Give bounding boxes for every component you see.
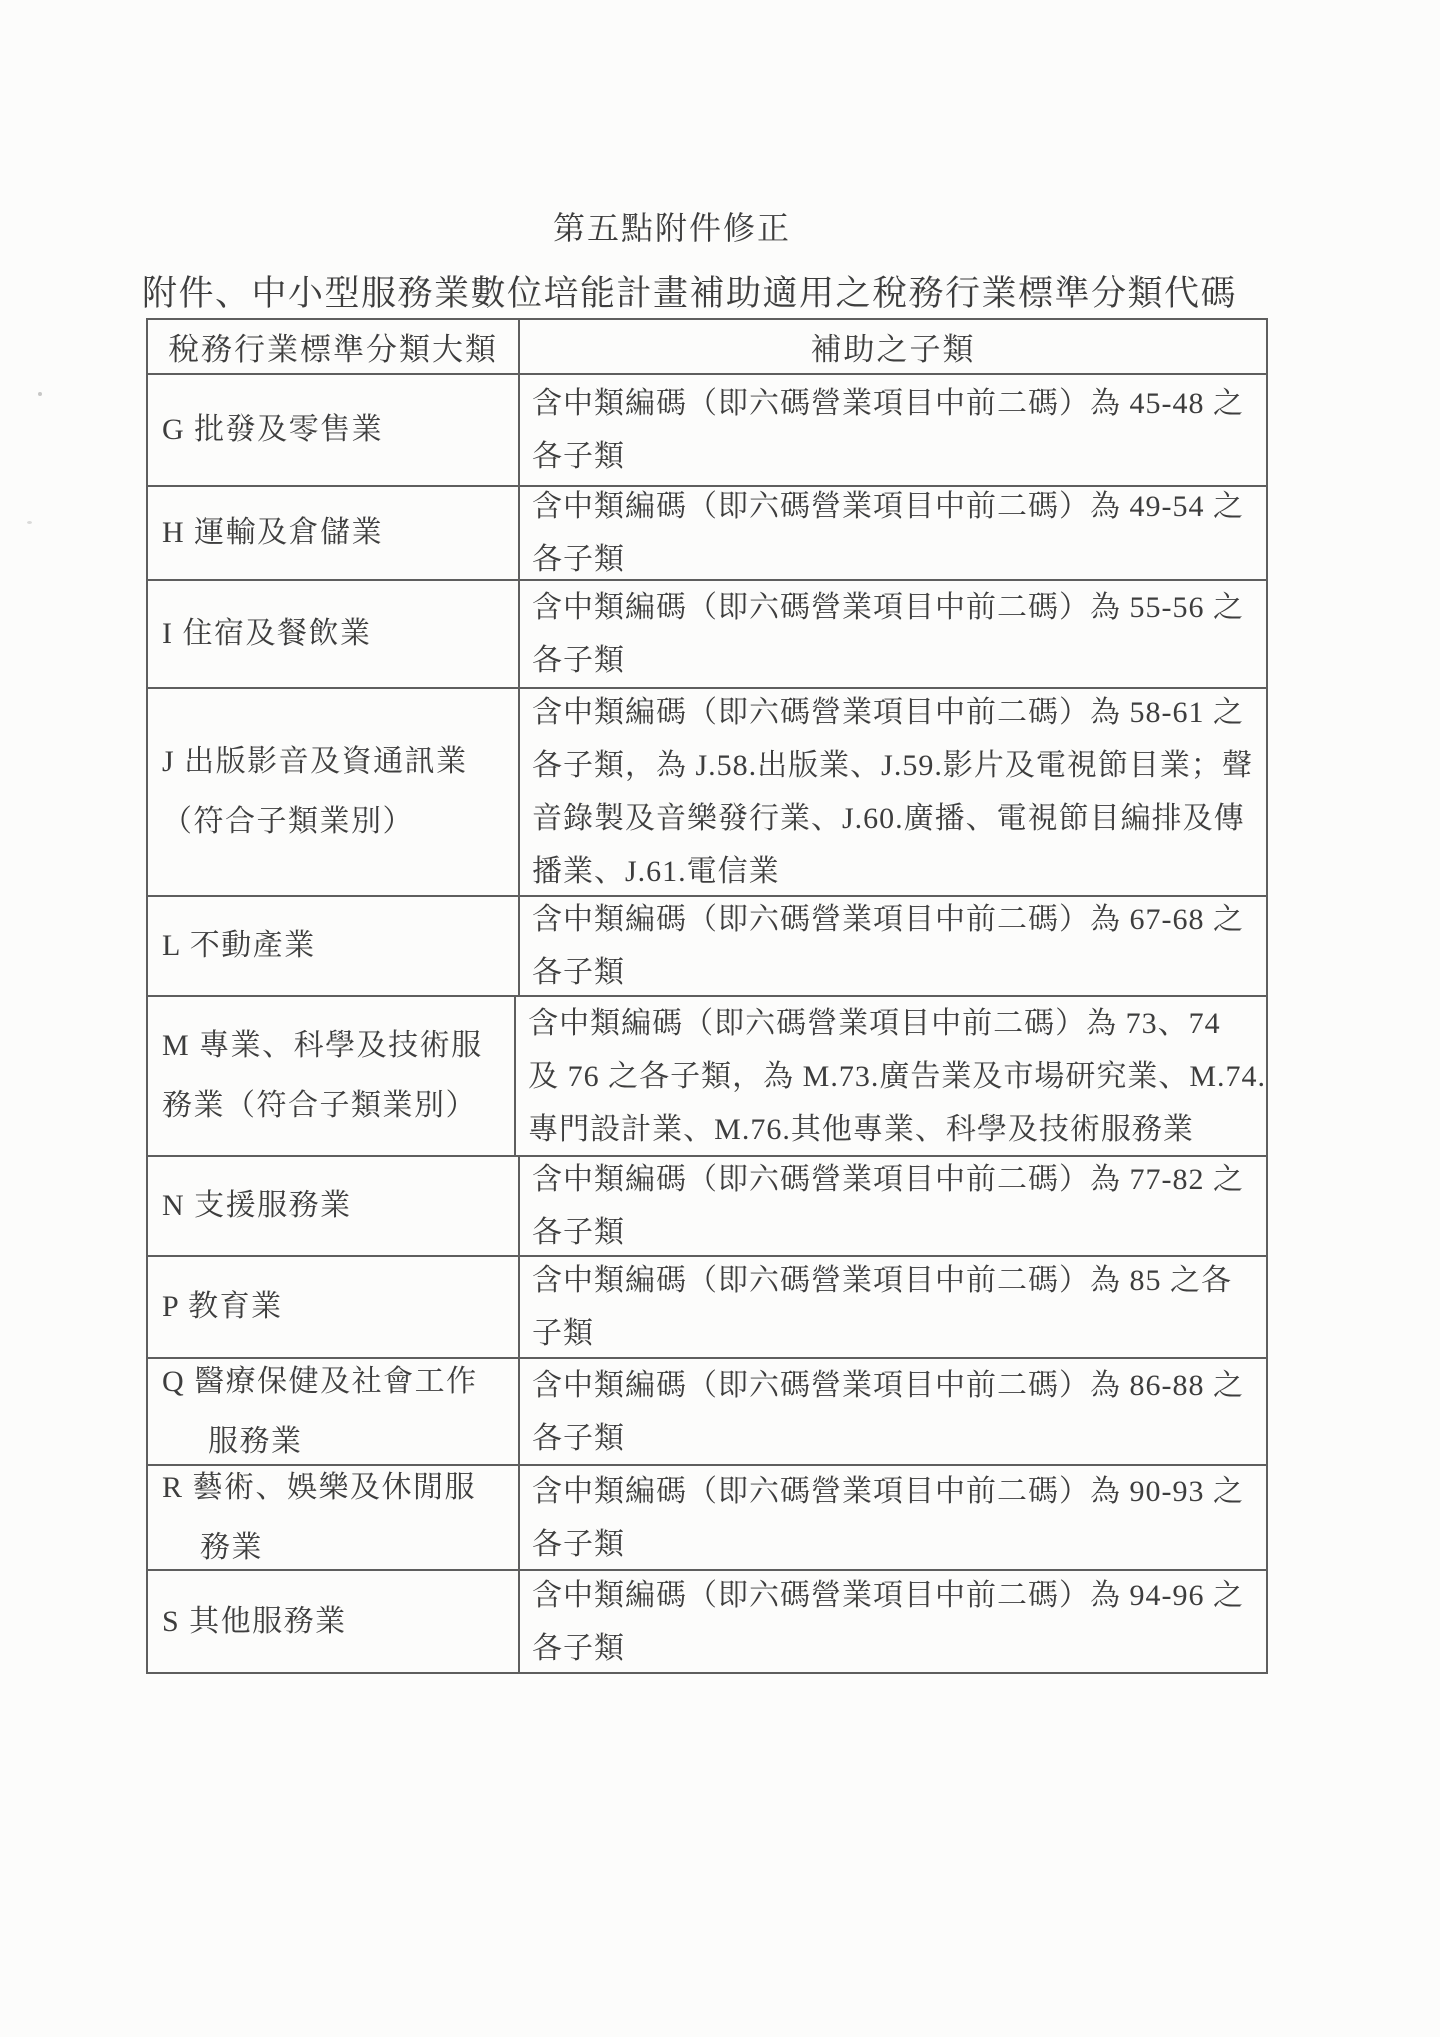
table-body [148, 373, 1266, 1672]
category-cell [148, 1466, 520, 1569]
subsidy-cell [520, 1157, 1266, 1255]
category-line: G 批發及零售業 [162, 413, 384, 446]
table-row [148, 1155, 1266, 1255]
subsidy-line: 含中類編碼（即六碼營業項目中前二碼）為 85 之各 [532, 1264, 1232, 1297]
category-line: Q 醫療保健及社會工作 [162, 1364, 478, 1398]
subsidy-line: 含中類編碼（即六碼營業項目中前二碼）為 45-48 之 [532, 387, 1244, 420]
subsidy-line: 子類 [532, 1317, 594, 1350]
category-cell [148, 1257, 520, 1357]
table-row [148, 1255, 1266, 1357]
subsidy-line: 各子類 [532, 440, 625, 473]
subsidy-header-cell: 補助之子類 [810, 332, 976, 367]
page-title: 第五點附件修正 [552, 210, 792, 246]
subsidy-cell [520, 487, 1266, 579]
subsidy-cell [520, 581, 1266, 687]
classification-table [146, 318, 1268, 1674]
subsidy-cell [520, 1466, 1266, 1569]
subsidy-line: 各子類，為 J.58.出版業、J.59.影片及電視節目業；聲 [532, 749, 1253, 782]
subsidy-line: 各子類 [532, 956, 625, 989]
scan-speck [38, 392, 42, 396]
subsidy-line: 音錄製及音樂發行業、J.60.廣播、電視節目編排及傳 [532, 802, 1245, 835]
category-line: 務業 [200, 1530, 263, 1564]
table-row [148, 1464, 1266, 1569]
category-header-cell: 稅務行業標準分類大類 [148, 320, 520, 373]
category-cell [148, 689, 520, 895]
table-row [148, 579, 1266, 687]
subsidy-cell [520, 375, 1266, 485]
subsidy-cell [520, 689, 1266, 895]
table-row [148, 995, 1266, 1155]
subsidy-cell [520, 897, 1266, 995]
category-line: M 專業、科學及技術服 [162, 1029, 483, 1062]
subsidy-cell [520, 1359, 1266, 1464]
category-cell [148, 1359, 520, 1464]
category-cell [148, 581, 520, 687]
category-line: L 不動產業 [162, 929, 316, 962]
subsidy-line: 含中類編碼（即六碼營業項目中前二碼）為 73、74 [528, 1006, 1221, 1040]
subsidy-line: 各子類 [532, 1216, 625, 1249]
category-cell [148, 487, 520, 579]
subsidy-cell [520, 1571, 1266, 1672]
category-line: H 運輸及倉儲業 [162, 516, 384, 549]
subsidy-line: 含中類編碼（即六碼營業項目中前二碼）為 90-93 之 [532, 1474, 1244, 1508]
category-line: I 住宿及餐飲業 [162, 617, 372, 650]
category-line: P 教育業 [162, 1290, 283, 1323]
category-cell [148, 997, 516, 1155]
subsidy-line: 含中類編碼（即六碼營業項目中前二碼）為 58-61 之 [532, 696, 1244, 729]
subsidy-line: 各子類 [532, 1421, 625, 1455]
subsidy-line: 含中類編碼（即六碼營業項目中前二碼）為 86-88 之 [532, 1368, 1244, 1402]
attachment-subtitle: 附件、中小型服務業數位培能計畫補助適用之稅務行業標準分類代碼 [142, 274, 1238, 313]
table-row [148, 895, 1266, 995]
table-row [148, 1569, 1266, 1672]
category-line: 服務業 [208, 1424, 303, 1458]
subsidy-line: 各子類 [532, 644, 625, 677]
category-cell [148, 1571, 520, 1672]
subsidy-line: 播業、J.61.電信業 [532, 855, 780, 888]
subsidy-line: 含中類編碼（即六碼營業項目中前二碼）為 49-54 之 [532, 490, 1244, 523]
subsidy-line: 各子類 [532, 543, 625, 576]
category-line: R 藝術、娛樂及休閒服 [162, 1470, 477, 1504]
table-header-row [148, 320, 1266, 373]
category-cell [148, 1157, 520, 1255]
subsidy-line: 含中類編碼（即六碼營業項目中前二碼）為 67-68 之 [532, 903, 1244, 936]
category-line: （符合子類業別） [162, 805, 414, 838]
scan-speck [27, 521, 32, 524]
subsidy-line: 各子類 [532, 1631, 625, 1665]
category-cell [148, 375, 520, 485]
category-line: 務業（符合子類業別） [162, 1089, 477, 1122]
category-line: N 支援服務業 [162, 1189, 352, 1222]
subsidy-line: 含中類編碼（即六碼營業項目中前二碼）為 77-82 之 [532, 1163, 1244, 1196]
subsidy-line: 含中類編碼（即六碼營業項目中前二碼）為 55-56 之 [532, 591, 1244, 624]
category-line: J 出版影音及資通訊業 [162, 745, 468, 778]
subsidy-cell [520, 1257, 1266, 1357]
table-row [148, 373, 1266, 485]
subsidy-line: 含中類編碼（即六碼營業項目中前二碼）為 94-96 之 [532, 1578, 1244, 1612]
category-cell [148, 897, 520, 995]
subsidy-line: 及 76 之各子類，為 M.73.廣告業及市場研究業、M.74. [528, 1059, 1266, 1093]
subsidy-cell [516, 997, 1266, 1155]
subsidy-line: 專門設計業、M.76.其他專業、科學及技術服務業 [528, 1112, 1194, 1146]
subsidy-line: 各子類 [532, 1527, 625, 1561]
table-row [148, 1357, 1266, 1464]
table-row [148, 485, 1266, 579]
category-line: S 其他服務業 [162, 1604, 347, 1638]
table-row [148, 687, 1266, 895]
